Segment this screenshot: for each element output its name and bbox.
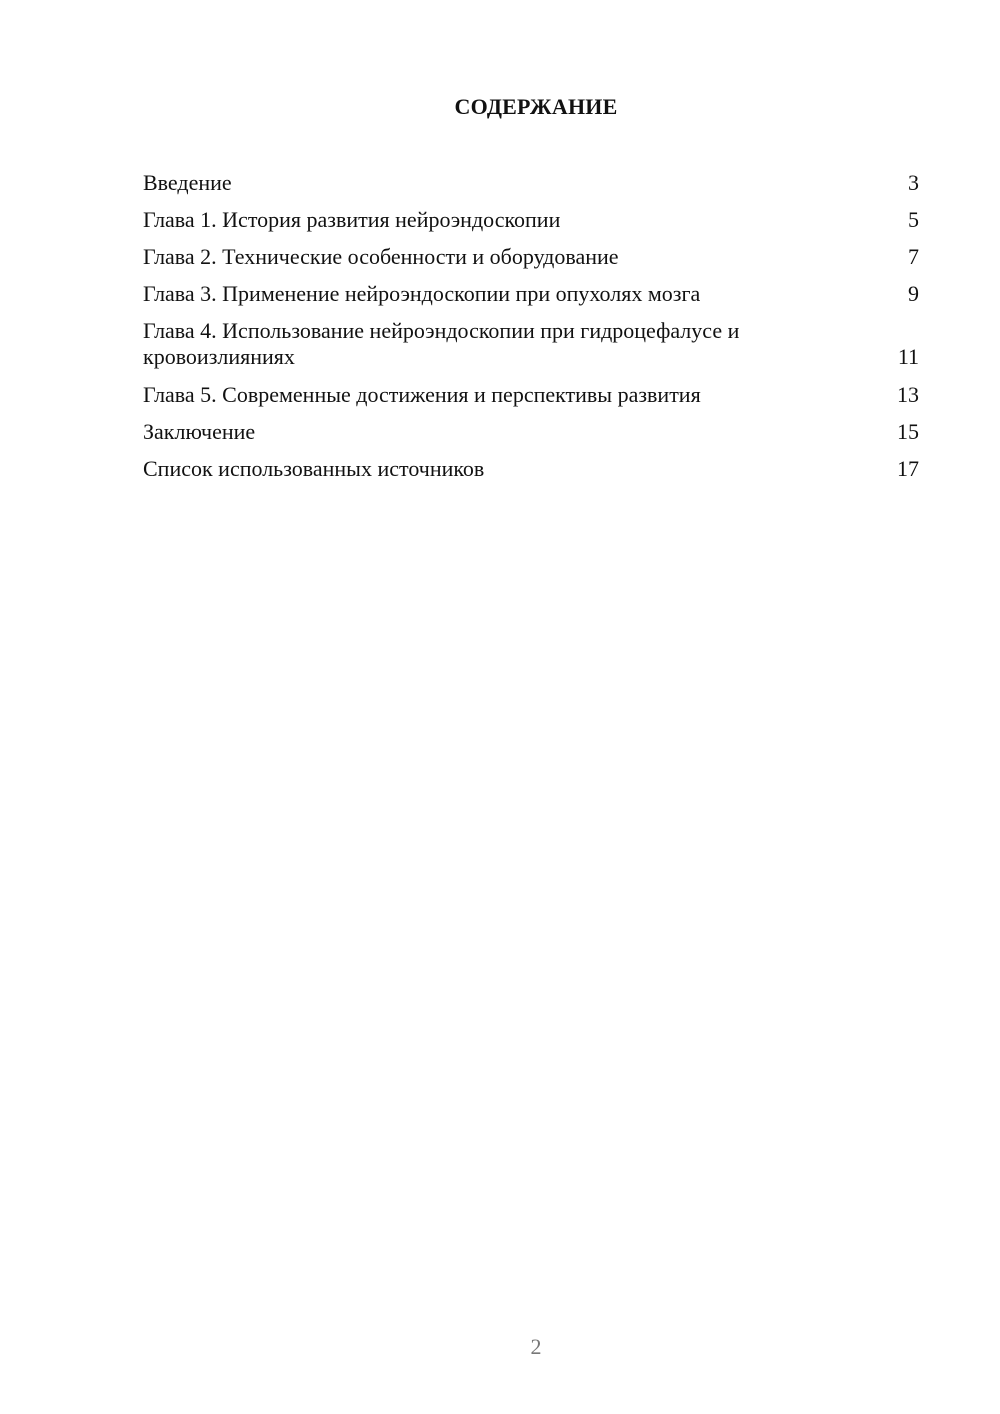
toc-entry-label: Заключение [143, 419, 256, 444]
toc-entry-label: Глава 1. История развития нейроэндоскопии [143, 207, 561, 232]
toc-entry-page: 7 [908, 244, 919, 269]
toc-entry-conclusion [143, 419, 919, 445]
toc-entry-references [143, 456, 919, 482]
page-title: СОДЕРЖАНИЕ [454, 94, 618, 119]
toc-entry-page: 17 [897, 456, 919, 481]
page-number: 2 [530, 1334, 542, 1359]
toc-entry-label: Глава 4. Использование нейроэндоскопии при гидроцефалусе и кровоизлияниях [143, 318, 740, 369]
table-of-contents [143, 170, 919, 493]
toc-entry-page: 13 [897, 382, 919, 407]
toc-entry-page: 3 [908, 170, 919, 195]
toc-entry-chapter-3 [143, 281, 919, 307]
toc-entry-label: Введение [143, 170, 232, 195]
toc-entry-label: Глава 3. Применение нейроэндоскопии при опухолях мозга [143, 281, 701, 306]
toc-entry-page: 9 [908, 281, 919, 306]
toc-entry-page: 11 [897, 344, 919, 369]
toc-entry-page: 15 [897, 419, 919, 444]
toc-entry-chapter-2 [143, 244, 919, 270]
toc-entry-label: Список использованных источников [143, 456, 485, 481]
toc-entry-page: 5 [908, 207, 919, 232]
toc-entry-chapter-1 [143, 207, 919, 233]
toc-entry-introduction [143, 170, 919, 196]
toc-entry-chapter-5 [143, 382, 919, 408]
toc-entry-label: Глава 2. Технические особенности и оборудование [143, 244, 619, 269]
toc-entry-label: Глава 5. Современные достижения и перспективы развития [143, 382, 701, 407]
toc-entry-chapter-4 [143, 318, 919, 370]
